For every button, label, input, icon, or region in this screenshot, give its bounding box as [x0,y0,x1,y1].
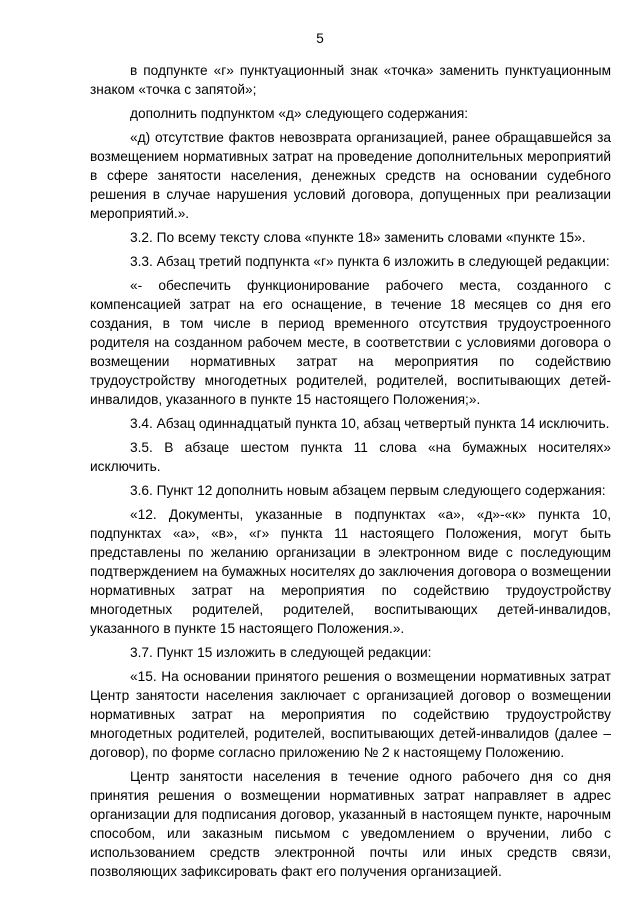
paragraph: дополнить подпунктом «д» следующего содержания: [130,106,469,121]
paragraph: 3.2. По всему тексту слова «пункте 18» заменить словами «пункте 15». [130,230,586,245]
paragraph: 3.4. Абзац одиннадцатый пункта 10, абзац четвертый пункта 14 исключить. [130,416,610,431]
paragraph: «15. На основании принятого решения о возмещении нормативных затрат Центр занятости населения заключает с организацией договор о возмещении нормативных затрат на мероприятия по содействию трудоустройству многодетных родителей, родителей, воспитывающих детей-инвалидов (далее – договор), по форме согласно приложению № 2 к настоящему Положению. [90,669,611,760]
paragraph: 3.6. Пункт 12 дополнить новым абзацем первым следующего содержания: [130,483,606,498]
paragraph: «д) отсутствие фактов невозврата организацией, ранее обращавшейся за возмещением нормативных затрат на проведение дополнительных мероприятий в сфере занятости населения, денежных средств на основании судебного решения в случае нарушения условий договора, допущенных при реализации мероприятий.». [90,130,611,221]
paragraph: «- обеспечить функционирование рабочего места, созданного с компенсацией затрат на его оснащение, в течение 18 месяцев со дня его создания, в том числе в период временного отсутствия трудоустроенного родителя на созданном рабочем месте, в соответствии с условиями договора о возмещении нормативных затрат на мероприятия по содействию трудоустройству многодетных родителей, родителей, воспитывающих детей-инвалидов, указанного в пункте 15 настоящего Положения;». [90,278,611,407]
document-body [90,61,611,886]
paragraph: 3.7. Пункт 15 изложить в следующей редакции: [130,645,432,660]
paragraph: «12. Документы, указанные в подпунктах «а», «д»-«к» пункта 10, подпунктах «а», «в», «г» пункта 11 настоящего Положения, могут быть представлены по желанию организации в электронном виде с последующим подтверждением на бумажных носителях до заключения договора о возмещении нормативных затрат на мероприятия по содействию трудоустройству многодетных родителей, родителей, воспитывающих детей-инвалидов, указанного в пункте 15 настоящего Положения.». [90,507,611,636]
paragraph: в подпункте «г» пунктуационный знак «точка» заменить пунктуационным знаком «точка с запятой»; [90,63,611,97]
paragraph: Центр занятости населения в течение одного рабочего дня со дня принятия решения о возмещении нормативных затрат направляет в адрес организации для подписания договор, указанный в настоящем пункте, нарочным способом, или заказным письмом с уведомлением о вручении, либо с использованием средств электронной почты или иных средств связи, позволяющих зафиксировать факт его получения организацией. [90,769,611,879]
paragraph: 3.5. В абзаце шестом пункта 11 слова «на бумажных носителях» исключить. [90,440,611,474]
page-number: 5 [316,31,324,46]
paragraph: 3.3. Абзац третий подпункта «г» пункта 6 изложить в следующей редакции: [130,254,610,269]
